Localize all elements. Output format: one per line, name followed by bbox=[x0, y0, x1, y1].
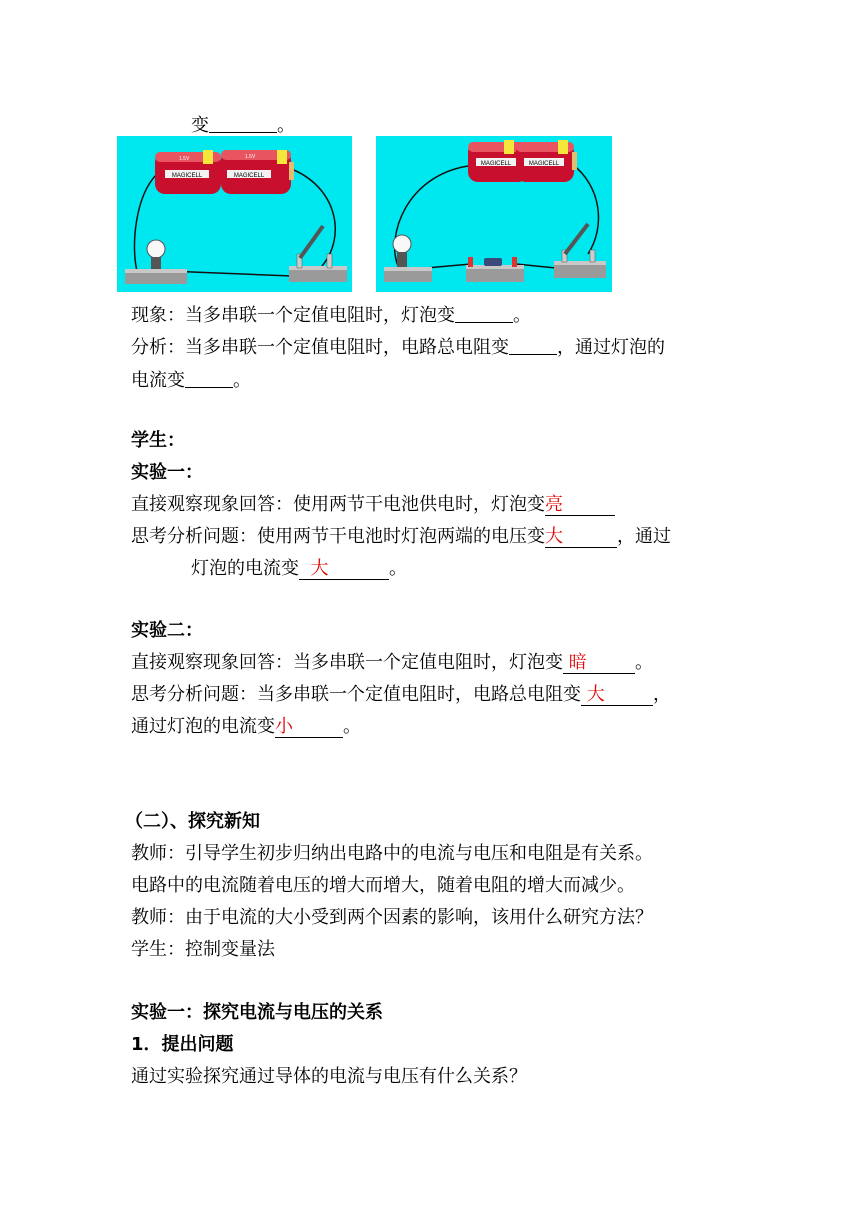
circuit-drawing-2 bbox=[376, 136, 612, 292]
answer-blank bbox=[509, 336, 557, 355]
exp2-q1: 直接观察现象回答：当多串联一个定值电阻时，灯泡变 暗 。 bbox=[131, 652, 653, 673]
answer-blank bbox=[185, 369, 233, 388]
battery-1 bbox=[155, 150, 221, 194]
intro-end: 。 bbox=[277, 115, 295, 136]
knife-switch bbox=[554, 224, 606, 278]
answer-field bbox=[545, 495, 615, 516]
knife-switch bbox=[289, 226, 347, 282]
section2-p3: 教师：由于电流的大小受到两个因素的影响，该用什么研究方法？ bbox=[131, 907, 653, 928]
analysis-line-2: 电流变 。 bbox=[131, 370, 251, 391]
section2-heading: （二）、探究新知 bbox=[125, 811, 260, 832]
phenomenon-line: 现象：当多串联一个定值电阻时，灯泡变 。 bbox=[131, 305, 531, 326]
svg-text:MAGICELL: MAGICELL bbox=[480, 161, 512, 167]
answer-text: 大 bbox=[310, 558, 329, 579]
exp1-q2: 思考分析问题：使用两节干电池时灯泡两端的电压变大 ，通过 bbox=[131, 526, 671, 547]
experiment1-question: 通过实验探究通过导体的电流与电压有什么关系？ bbox=[131, 1066, 527, 1087]
student-heading: 学生： bbox=[131, 430, 185, 451]
svg-text:1.5V: 1.5V bbox=[179, 156, 190, 162]
circuit-drawing-1 bbox=[117, 136, 352, 292]
answer-text: 大 bbox=[545, 526, 563, 547]
answer-text: 大 bbox=[586, 684, 605, 705]
intro-bian: 变 bbox=[191, 115, 209, 136]
exp1-q1: 直接观察现象回答：使用两节干电池供电时，灯泡变亮 bbox=[131, 493, 615, 517]
light-bulb bbox=[384, 235, 432, 282]
answer-text: 小 bbox=[275, 716, 293, 737]
experiment1-step1: 1．提出问题 bbox=[131, 1034, 234, 1055]
exp1-heading: 实验一： bbox=[131, 462, 203, 483]
analysis-line: 分析：当多串联一个定值电阻时，电路总电阻变 ，通过灯泡的 bbox=[131, 337, 665, 358]
svg-text:1.5V: 1.5V bbox=[245, 154, 256, 160]
intro-line bbox=[191, 112, 295, 138]
resistor bbox=[466, 257, 524, 282]
answer-field bbox=[275, 717, 343, 738]
experiment1-heading: 实验一：探究电流与电压的关系 bbox=[131, 1002, 383, 1023]
svg-text:MAGICELL: MAGICELL bbox=[233, 173, 265, 179]
exp2-q3: 通过灯泡的电流变小 。 bbox=[131, 716, 361, 737]
answer-field bbox=[581, 685, 653, 706]
battery-2 bbox=[516, 140, 577, 182]
battery-2 bbox=[221, 150, 294, 194]
section2-p4: 学生：控制变量法 bbox=[131, 939, 275, 960]
section2-p2: 电路中的电流随着电压的增大而增大，随着电阻的增大而减少。 bbox=[131, 875, 635, 896]
svg-text:MAGICELL: MAGICELL bbox=[528, 161, 560, 167]
exp1-q3: 灯泡的电流变 大 。 bbox=[191, 558, 407, 579]
circuit-figure-2 bbox=[376, 136, 612, 292]
section2-p1: 教师：引导学生初步归纳出电路中的电流与电压和电阻是有关系。 bbox=[131, 843, 653, 864]
answer-field bbox=[563, 653, 635, 674]
answer-blank bbox=[455, 304, 513, 323]
answer-field bbox=[545, 527, 617, 548]
answer-text: 暗 bbox=[568, 652, 587, 673]
circuit-figure-1 bbox=[117, 136, 352, 292]
answer-text: 亮 bbox=[545, 494, 563, 515]
battery-label: MAGICELL bbox=[171, 173, 203, 179]
answer-blank bbox=[209, 114, 277, 133]
answer-field bbox=[299, 559, 389, 580]
exp2-heading: 实验二： bbox=[131, 620, 203, 641]
exp2-q2: 思考分析问题：当多串联一个定值电阻时，电路总电阻变 大 ， bbox=[131, 684, 671, 705]
